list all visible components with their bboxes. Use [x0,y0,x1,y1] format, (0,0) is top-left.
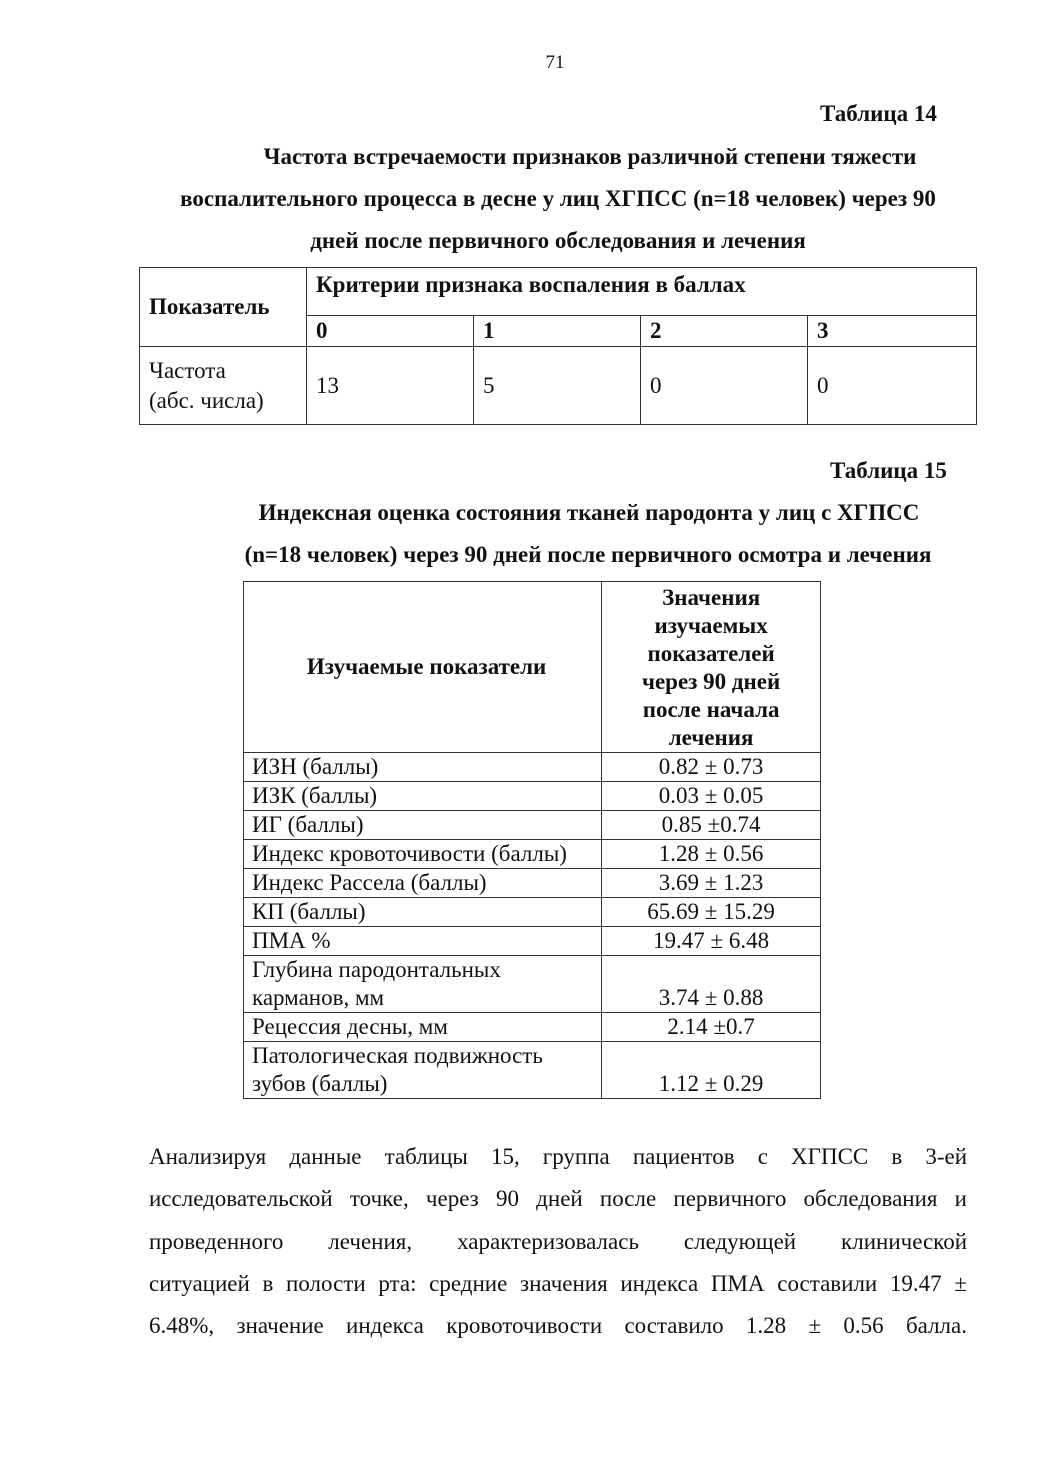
paragraph-line: исследовательской точке, через 90 дней после первичного обследования и [149,1186,967,1212]
table-row [244,1013,821,1042]
table14-title-line2: воспалительного процесса в десне у лиц ХГПСС (n=18 человек) через 90 [180,186,936,211]
t14-row-label-line1: Частота [149,357,226,383]
t14-score-2: 2 [641,316,808,347]
page-number: 71 [545,52,565,73]
t14-header-indicator: Показатель [140,268,307,347]
table15-title-line2: (n=18 человек) через 90 дней после первичного осмотра и лечения [244,542,932,567]
table-row [244,1042,821,1099]
t14-score-1: 1 [474,316,641,347]
t14-value-1: 5 [474,347,641,425]
table-row [244,869,821,898]
table-row [244,840,821,869]
t15-row-value: 3.74 ± 0.88 [602,956,821,1013]
t14-row-label [140,347,307,425]
t14-score-3: 3 [808,316,977,347]
table14-caption: Таблица 14 [820,101,937,126]
t15-row-label-line1: Глубина пародонтальных [252,957,501,982]
table14-title-line3: дней после первичного обследования и лечения [310,228,806,253]
t15-row-value: 65.69 ± 15.29 [602,898,821,927]
t15-row-label: Рецессия десны, мм [244,1013,602,1042]
t15-row-value: 2.14 ±0.7 [602,1013,821,1042]
t15-row-label: ИГ (баллы) [244,811,602,840]
t15-row-value: 1.12 ± 0.29 [602,1042,821,1099]
t14-value-3: 0 [808,347,977,425]
t15-row-value: 0.03 ± 0.05 [602,782,821,811]
t14-header-criteria: Критерии признака воспаления в баллах [307,268,977,316]
t15-header-values-line4: через 90 дней [641,669,781,694]
t15-row-label-line1: Патологическая подвижность [252,1043,543,1068]
t15-row-label [244,1042,602,1099]
table-row [244,782,821,811]
t15-header-values-line1: Значения [662,585,761,610]
t15-row-label: ИЗН (баллы) [244,753,602,782]
t15-row-value: 0.82 ± 0.73 [602,753,821,782]
table-row [244,898,821,927]
t15-row-label: ПМА % [244,927,602,956]
t15-row-label: ИЗК (баллы) [244,782,602,811]
t15-row-value: 1.28 ± 0.56 [602,840,821,869]
t15-header-values-line2: изучаемых [654,613,768,638]
table-row [244,811,821,840]
body-paragraph [149,1136,967,1347]
paragraph-line: проведенного лечения, характеризовалась следующей клинической [149,1228,967,1254]
table-row [244,927,821,956]
table14 [139,267,977,425]
paragraph-line: ситуацией в полости рта: средние значения индекса ПМА составили 19.47 ± [149,1270,967,1296]
t14-score-0: 0 [307,316,474,347]
t15-header-values-line3: показателей [647,641,775,666]
t14-value-2: 0 [641,347,808,425]
t15-header-values-line6: лечения [668,725,754,750]
t15-row-value: 19.47 ± 6.48 [602,927,821,956]
t15-row-label: КП (баллы) [244,898,602,927]
t15-row-label [244,956,602,1013]
table15-title-line1: Индексная оценка состояния тканей пародонта у лиц с ХГПСС [258,500,920,525]
t15-row-label-line2: карманов, мм [252,985,385,1010]
table-row [244,753,821,782]
paragraph-line: Анализируя данные таблицы 15, группа пациентов с ХГПСС в 3-ей [149,1144,967,1169]
t14-value-0: 13 [307,347,474,425]
t15-row-value: 3.69 ± 1.23 [602,869,821,898]
paragraph-line: 6.48%, значение индекса кровоточивости составило 1.28 ± 0.56 балла. [149,1313,967,1339]
t15-row-value: 0.85 ±0.74 [602,811,821,840]
t15-header-values [602,582,821,753]
table15-caption: Таблица 15 [830,458,947,483]
t15-row-label-line2: зубов (баллы) [252,1071,388,1096]
t15-header-indicators: Изучаемые показатели [244,582,602,753]
t15-row-label: Индекс Рассела (баллы) [244,869,602,898]
t14-row-label-line2: (абс. числа) [149,387,264,413]
table15 [243,581,821,1099]
table14-title-line1: Частота встречаемости признаков различной степени тяжести [263,144,917,169]
t15-header-values-line5: после начала [642,697,780,722]
t15-row-label: Индекс кровоточивости (баллы) [244,840,602,869]
table-row [244,956,821,1013]
